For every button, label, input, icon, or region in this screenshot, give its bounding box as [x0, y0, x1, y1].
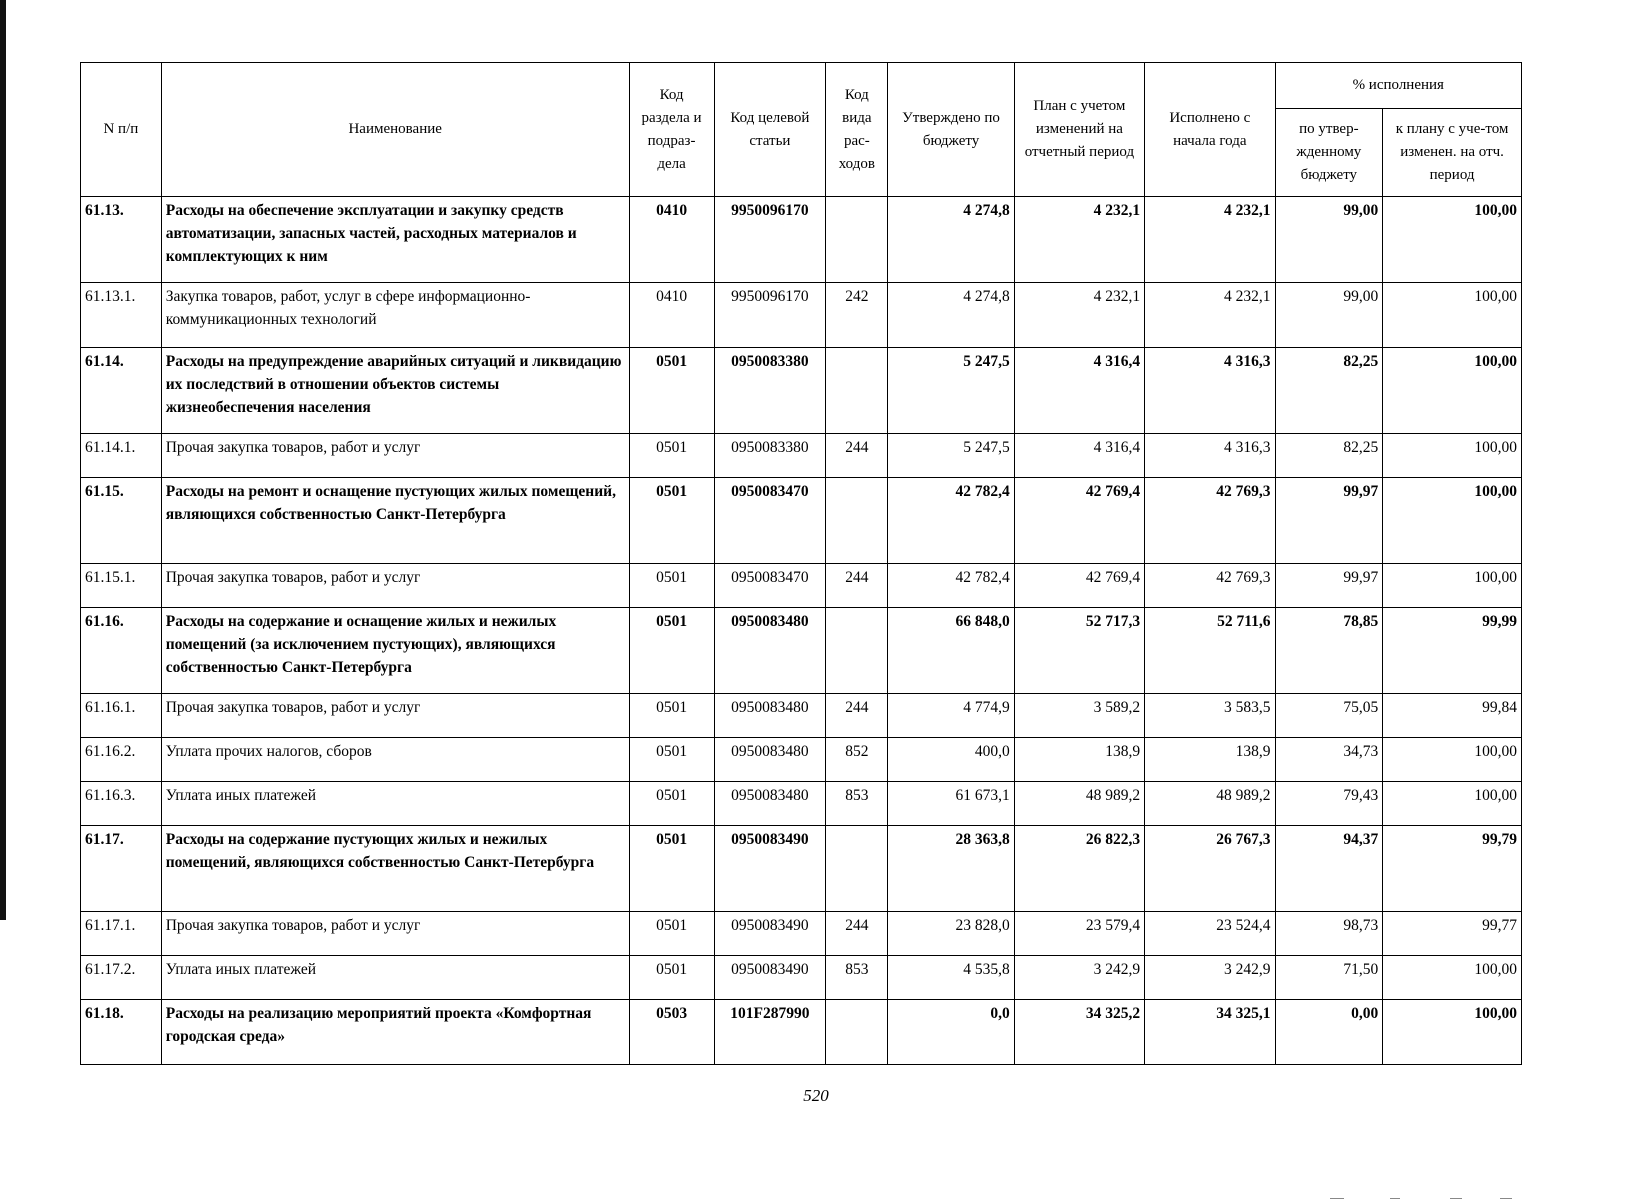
- cell-np: 61.16.1.: [81, 694, 162, 738]
- cell-plan: 4 232,1: [1014, 283, 1144, 348]
- cell-section-code: 0410: [629, 283, 714, 348]
- cell-target-code: 0950083380: [714, 434, 826, 478]
- table-row: [81, 826, 1522, 912]
- cell-section-code: 0503: [629, 1000, 714, 1065]
- table-row: [81, 694, 1522, 738]
- cell-pct-plan: 100,00: [1383, 564, 1522, 608]
- header-executed: Исполнено с начала года: [1145, 63, 1275, 197]
- cell-name: Прочая закупка товаров, работ и услуг: [161, 694, 629, 738]
- cell-target-code: 0950083480: [714, 694, 826, 738]
- cell-pct-budget: 82,25: [1275, 434, 1383, 478]
- cell-target-code: 0950083480: [714, 782, 826, 826]
- cell-name: Закупка товаров, работ, услуг в сфере информационно-коммуникационных технологий: [161, 283, 629, 348]
- cell-executed: 4 316,3: [1145, 434, 1275, 478]
- cell-approved: 5 247,5: [888, 434, 1014, 478]
- cell-plan: 3 589,2: [1014, 694, 1144, 738]
- cell-executed: 26 767,3: [1145, 826, 1275, 912]
- cell-pct-plan: 100,00: [1383, 738, 1522, 782]
- cell-np: 61.13.: [81, 197, 162, 283]
- cell-plan: 4 316,4: [1014, 434, 1144, 478]
- cell-pct-budget: 94,37: [1275, 826, 1383, 912]
- cell-name: Расходы на реализацию мероприятий проекта «Комфортная городская среда»: [161, 1000, 629, 1065]
- cell-plan: 138,9: [1014, 738, 1144, 782]
- cell-kind-code: 242: [826, 283, 888, 348]
- cell-section-code: 0410: [629, 197, 714, 283]
- cell-approved: 400,0: [888, 738, 1014, 782]
- cell-kind-code: 244: [826, 912, 888, 956]
- cell-name: Прочая закупка товаров, работ и услуг: [161, 912, 629, 956]
- table-row: [81, 348, 1522, 434]
- cell-pct-budget: 71,50: [1275, 956, 1383, 1000]
- cell-name: Прочая закупка товаров, работ и услуг: [161, 564, 629, 608]
- cell-section-code: 0501: [629, 348, 714, 434]
- cell-name: Расходы на содержание и оснащение жилых и нежилых помещений (за исключением пустующих), являющихся собственностью Санкт-Петербурга: [161, 608, 629, 694]
- cell-target-code: 0950083380: [714, 348, 826, 434]
- cell-approved: 4 274,8: [888, 197, 1014, 283]
- cell-pct-budget: 99,00: [1275, 197, 1383, 283]
- cell-name: Уплата прочих налогов, сборов: [161, 738, 629, 782]
- cell-pct-budget: 34,73: [1275, 738, 1383, 782]
- cell-executed: 42 769,3: [1145, 478, 1275, 564]
- cell-plan: 26 822,3: [1014, 826, 1144, 912]
- cell-pct-plan: 100,00: [1383, 1000, 1522, 1065]
- table-row: [81, 434, 1522, 478]
- cell-kind-code: [826, 1000, 888, 1065]
- cell-section-code: 0501: [629, 478, 714, 564]
- cell-np: 61.16.2.: [81, 738, 162, 782]
- cell-kind-code: 244: [826, 564, 888, 608]
- cell-approved: 5 247,5: [888, 348, 1014, 434]
- table-body: [81, 197, 1522, 1065]
- header-section-code: Код раздела и подраз-дела: [629, 63, 714, 197]
- cell-plan: 23 579,4: [1014, 912, 1144, 956]
- cell-plan: 42 769,4: [1014, 564, 1144, 608]
- cell-np: 61.16.: [81, 608, 162, 694]
- cell-approved: 4 535,8: [888, 956, 1014, 1000]
- cell-executed: 4 316,3: [1145, 348, 1275, 434]
- cell-approved: 4 274,8: [888, 283, 1014, 348]
- cell-pct-plan: 99,77: [1383, 912, 1522, 956]
- cell-pct-plan: 99,99: [1383, 608, 1522, 694]
- cell-np: 61.18.: [81, 1000, 162, 1065]
- cell-approved: 28 363,8: [888, 826, 1014, 912]
- cell-target-code: 9950096170: [714, 283, 826, 348]
- header-approved: Утверждено по бюджету: [888, 63, 1014, 197]
- cell-executed: 3 583,5: [1145, 694, 1275, 738]
- cell-plan: 34 325,2: [1014, 1000, 1144, 1065]
- cell-executed: 4 232,1: [1145, 197, 1275, 283]
- cell-name: Уплата иных платежей: [161, 956, 629, 1000]
- table-row: [81, 912, 1522, 956]
- cell-target-code: 0950083480: [714, 608, 826, 694]
- cell-target-code: 0950083470: [714, 478, 826, 564]
- cell-approved: 42 782,4: [888, 564, 1014, 608]
- header-np: N п/п: [81, 63, 162, 197]
- cell-section-code: 0501: [629, 738, 714, 782]
- cell-target-code: 0950083490: [714, 956, 826, 1000]
- cell-pct-plan: 100,00: [1383, 956, 1522, 1000]
- cell-np: 61.15.1.: [81, 564, 162, 608]
- cell-pct-plan: 100,00: [1383, 283, 1522, 348]
- cell-plan: 48 989,2: [1014, 782, 1144, 826]
- cell-executed: 48 989,2: [1145, 782, 1275, 826]
- header-percent-group: % исполнения: [1275, 63, 1521, 109]
- cell-pct-budget: 98,73: [1275, 912, 1383, 956]
- cell-plan: 4 232,1: [1014, 197, 1144, 283]
- cell-pct-budget: 75,05: [1275, 694, 1383, 738]
- cell-pct-budget: 78,85: [1275, 608, 1383, 694]
- cell-section-code: 0501: [629, 782, 714, 826]
- scan-mark: [1450, 1198, 1462, 1199]
- cell-kind-code: 244: [826, 434, 888, 478]
- cell-section-code: 0501: [629, 564, 714, 608]
- cell-section-code: 0501: [629, 608, 714, 694]
- cell-section-code: 0501: [629, 434, 714, 478]
- cell-name: Расходы на обеспечение эксплуатации и закупку средств автоматизации, запасных частей, расходных материалов и комплектующих к ним: [161, 197, 629, 283]
- cell-approved: 4 774,9: [888, 694, 1014, 738]
- cell-np: 61.16.3.: [81, 782, 162, 826]
- cell-pct-plan: 100,00: [1383, 348, 1522, 434]
- table-row: [81, 564, 1522, 608]
- cell-approved: 0,0: [888, 1000, 1014, 1065]
- cell-pct-plan: 99,79: [1383, 826, 1522, 912]
- cell-target-code: 9950096170: [714, 197, 826, 283]
- cell-pct-plan: 100,00: [1383, 434, 1522, 478]
- page-number: 520: [803, 1086, 829, 1105]
- header-name: Наименование: [161, 63, 629, 197]
- cell-np: 61.14.: [81, 348, 162, 434]
- cell-pct-budget: 99,97: [1275, 478, 1383, 564]
- cell-pct-plan: 100,00: [1383, 197, 1522, 283]
- cell-plan: 3 242,9: [1014, 956, 1144, 1000]
- budget-execution-table: [80, 62, 1522, 1065]
- cell-pct-budget: 99,00: [1275, 283, 1383, 348]
- cell-np: 61.17.2.: [81, 956, 162, 1000]
- cell-np: 61.17.: [81, 826, 162, 912]
- cell-executed: 34 325,1: [1145, 1000, 1275, 1065]
- scan-mark: [1390, 1198, 1400, 1199]
- cell-executed: 3 242,9: [1145, 956, 1275, 1000]
- cell-kind-code: [826, 348, 888, 434]
- cell-target-code: 0950083480: [714, 738, 826, 782]
- cell-executed: 138,9: [1145, 738, 1275, 782]
- table-row: [81, 608, 1522, 694]
- cell-pct-budget: 79,43: [1275, 782, 1383, 826]
- cell-target-code: 0950083470: [714, 564, 826, 608]
- cell-kind-code: [826, 478, 888, 564]
- cell-pct-budget: 0,00: [1275, 1000, 1383, 1065]
- table-row: [81, 197, 1522, 283]
- cell-kind-code: 244: [826, 694, 888, 738]
- cell-np: 61.14.1.: [81, 434, 162, 478]
- table-row: [81, 956, 1522, 1000]
- cell-approved: 61 673,1: [888, 782, 1014, 826]
- cell-pct-plan: 100,00: [1383, 782, 1522, 826]
- cell-section-code: 0501: [629, 694, 714, 738]
- cell-name: Прочая закупка товаров, работ и услуг: [161, 434, 629, 478]
- table-row: [81, 478, 1522, 564]
- cell-section-code: 0501: [629, 956, 714, 1000]
- cell-name: Расходы на предупреждение аварийных ситуаций и ликвидацию их последствий в отношении объектов системы жизнеобеспечения населения: [161, 348, 629, 434]
- header-pct-plan: к плану с уче-том изменен. на отч. период: [1383, 109, 1522, 197]
- cell-plan: 4 316,4: [1014, 348, 1144, 434]
- header-plan: План с учетом изменений на отчетный период: [1014, 63, 1144, 197]
- cell-kind-code: 853: [826, 956, 888, 1000]
- cell-pct-budget: 99,97: [1275, 564, 1383, 608]
- cell-kind-code: [826, 197, 888, 283]
- header-pct-budget: по утвер-жденному бюджету: [1275, 109, 1383, 197]
- cell-name: Расходы на содержание пустующих жилых и нежилых помещений, являющихся собственностью Санкт-Петербурга: [161, 826, 629, 912]
- cell-kind-code: 853: [826, 782, 888, 826]
- cell-section-code: 0501: [629, 826, 714, 912]
- cell-section-code: 0501: [629, 912, 714, 956]
- cell-pct-plan: 99,84: [1383, 694, 1522, 738]
- table-row: [81, 1000, 1522, 1065]
- header-row-top: [81, 63, 1522, 109]
- cell-np: 61.15.: [81, 478, 162, 564]
- scan-mark: [1330, 1198, 1344, 1199]
- cell-pct-budget: 82,25: [1275, 348, 1383, 434]
- header-target-code: Код целевой статьи: [714, 63, 826, 197]
- cell-target-code: 0950083490: [714, 826, 826, 912]
- cell-executed: 42 769,3: [1145, 564, 1275, 608]
- cell-approved: 23 828,0: [888, 912, 1014, 956]
- scan-mark: [1500, 1198, 1512, 1199]
- cell-name: Расходы на ремонт и оснащение пустующих жилых помещений, являющихся собственностью Санкт-Петербурга: [161, 478, 629, 564]
- cell-target-code: 0950083490: [714, 912, 826, 956]
- cell-approved: 42 782,4: [888, 478, 1014, 564]
- scan-edge-shadow: [0, 0, 6, 920]
- cell-plan: 42 769,4: [1014, 478, 1144, 564]
- cell-executed: 52 711,6: [1145, 608, 1275, 694]
- cell-pct-plan: 100,00: [1383, 478, 1522, 564]
- table-row: [81, 283, 1522, 348]
- cell-plan: 52 717,3: [1014, 608, 1144, 694]
- cell-name: Уплата иных платежей: [161, 782, 629, 826]
- cell-kind-code: [826, 608, 888, 694]
- cell-np: 61.17.1.: [81, 912, 162, 956]
- cell-target-code: 101F287990: [714, 1000, 826, 1065]
- cell-kind-code: 852: [826, 738, 888, 782]
- table-row: [81, 782, 1522, 826]
- header-kind-code: Код вида рас-ходов: [826, 63, 888, 197]
- cell-kind-code: [826, 826, 888, 912]
- cell-executed: 23 524,4: [1145, 912, 1275, 956]
- cell-approved: 66 848,0: [888, 608, 1014, 694]
- cell-np: 61.13.1.: [81, 283, 162, 348]
- cell-executed: 4 232,1: [1145, 283, 1275, 348]
- table-row: [81, 738, 1522, 782]
